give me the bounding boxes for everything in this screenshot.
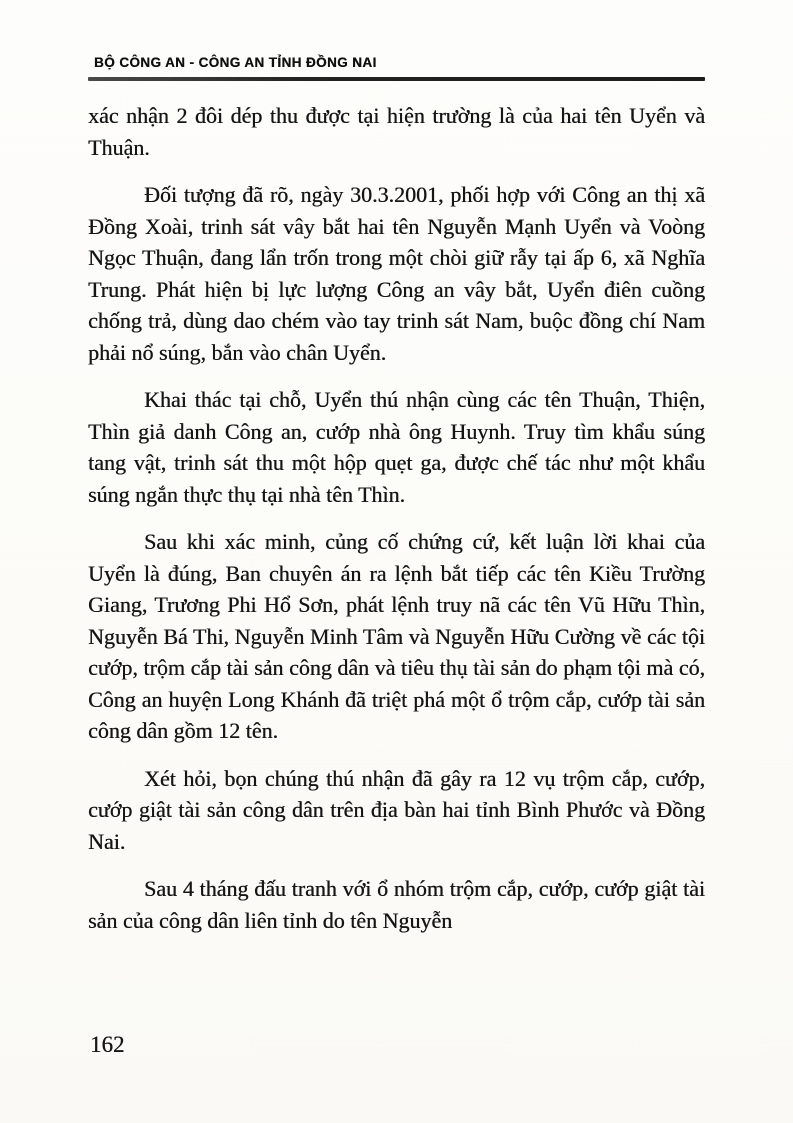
page-number: 162 [90,1032,125,1057]
running-header-title: BỘ CÔNG AN - CÔNG AN TỈNH ĐỒNG NAI [94,55,377,70]
paragraph: Đối tượng đã rõ, ngày 30.3.2001, phối hợp với Công an thị xã Đồng Xoài, trinh sát vây bắt hai tên Nguyễn Mạnh Uyển và Voòng Ngọc Thuận, đang lẩn trốn trong một chòi giữ rẫy tại ấp 6, xã Nghĩa Trung. Phát hiện bị lực lượng Công an vây bắt, Uyển điên cuồng chống trả, dùng dao chém vào tay trinh sát Nam, buộc đồng chí Nam phải nổ súng, bắn vào chân Uyển. [88,182,705,365]
paragraph: Sau 4 tháng đấu tranh với ổ nhóm trộm cắp, cướp, cướp giật tài sản của công dân liên tỉnh do tên Nguyễn [88,876,705,933]
paragraph: Khai thác tại chỗ, Uyển thú nhận cùng các tên Thuận, Thiện, Thìn giả danh Công an, cướp nhà ông Huynh. Truy tìm khẩu súng tang vật, trinh sát thu một hộp quẹt ga, được chế tác như một khẩu súng ngắn thực thụ tại nhà tên Thìn. [88,387,705,507]
paragraph: Xét hỏi, bọn chúng thú nhận đã gây ra 12 vụ trộm cắp, cướp, cướp giật tài sản công dân trên địa bàn hai tỉnh Bình Phước và Đồng Nai. [88,765,705,854]
header-rule [88,77,705,81]
paragraph-continuation: xác nhận 2 đôi dép thu được tại hiện trường là của hai tên Uyển và Thuận. [88,103,705,160]
page-body [88,100,705,936]
paragraph: Sau khi xác minh, củng cố chứng cứ, kết luận lời khai của Uyển là đúng, Ban chuyên án ra lệnh bắt tiếp các tên Kiều Trường Giang, Trương Phi Hổ Sơn, phát lệnh truy nã các tên Vũ Hữu Thìn, Nguyễn Bá Thi, Nguyễn Minh Tâm và Nguyễn Hữu Cường về các tội cướp, trộm cắp tài sản công dân và tiêu thụ tài sản do phạm tội mà có, Công an huyện Long Khánh đã triệt phá một ổ trộm cắp, cướp tài sản công dân gồm 12 tên. [88,529,705,743]
running-header [88,55,705,81]
